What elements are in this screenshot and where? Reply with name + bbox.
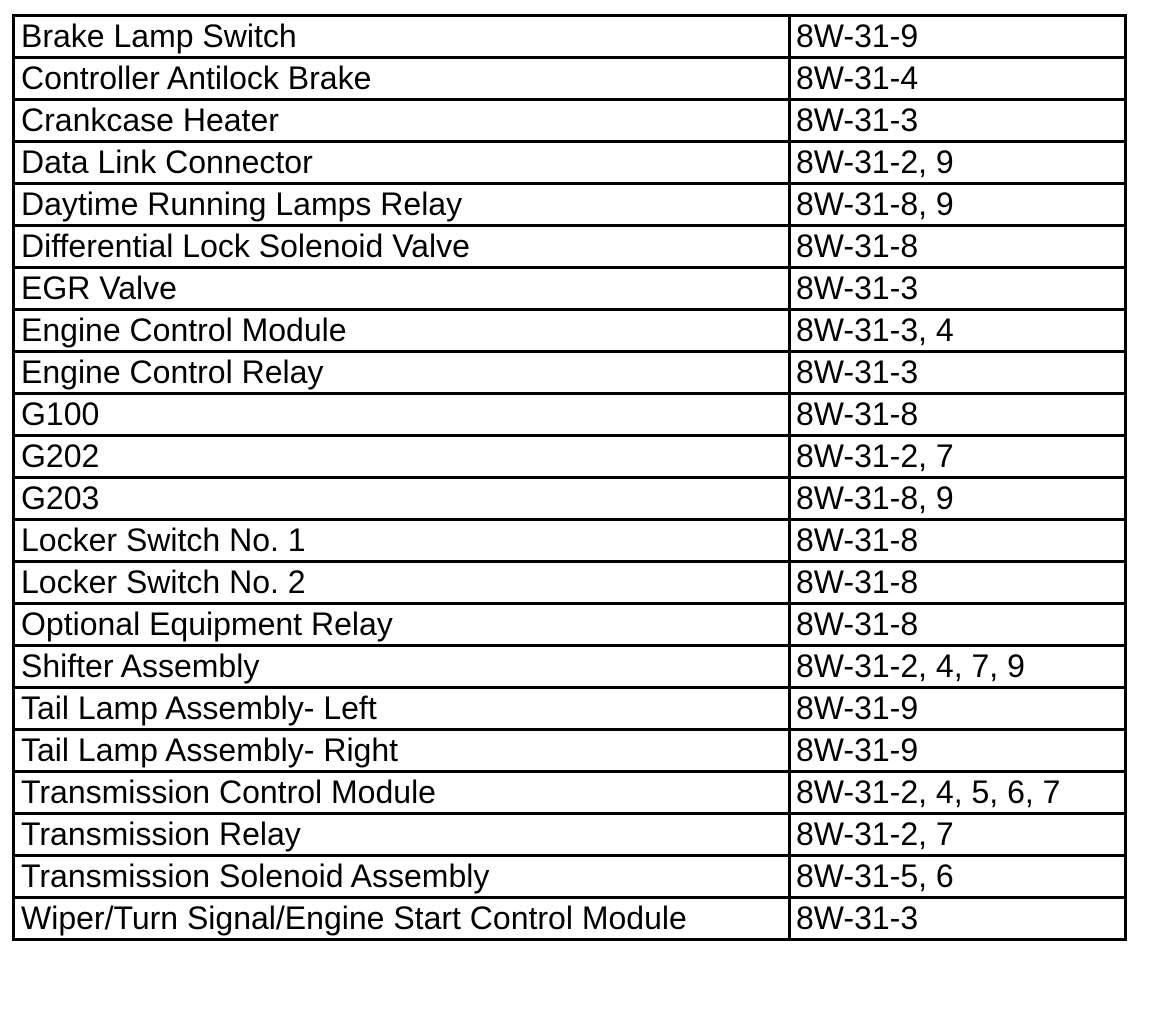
table-row [14, 436, 1126, 478]
reference-cell: 8W-31-2, 4, 7, 9 [790, 646, 1126, 688]
component-name-cell: Wiper/Turn Signal/Engine Start Control Module [14, 898, 790, 940]
reference-cell: 8W-31-2, 4, 5, 6, 7 [790, 772, 1126, 814]
reference-cell: 8W-31-5, 6 [790, 856, 1126, 898]
table-row [14, 268, 1126, 310]
reference-cell: 8W-31-8, 9 [790, 478, 1126, 520]
component-name-cell: Shifter Assembly [14, 646, 790, 688]
reference-cell: 8W-31-8 [790, 394, 1126, 436]
component-name-cell: Brake Lamp Switch [14, 16, 790, 58]
reference-cell: 8W-31-8 [790, 226, 1126, 268]
table-row [14, 226, 1126, 268]
reference-cell: 8W-31-8 [790, 604, 1126, 646]
reference-cell: 8W-31-9 [790, 16, 1126, 58]
component-name-cell: Tail Lamp Assembly- Right [14, 730, 790, 772]
component-name-cell: Transmission Relay [14, 814, 790, 856]
component-name-cell: Crankcase Heater [14, 100, 790, 142]
table-row [14, 100, 1126, 142]
table-row [14, 730, 1126, 772]
component-name-cell: Transmission Solenoid Assembly [14, 856, 790, 898]
component-name-cell: Optional Equipment Relay [14, 604, 790, 646]
table-row [14, 520, 1126, 562]
component-name-cell: Data Link Connector [14, 142, 790, 184]
table-row [14, 646, 1126, 688]
reference-cell: 8W-31-2, 7 [790, 436, 1126, 478]
component-name-cell: Tail Lamp Assembly- Left [14, 688, 790, 730]
reference-cell: 8W-31-8 [790, 520, 1126, 562]
table-row [14, 142, 1126, 184]
component-name-cell: G202 [14, 436, 790, 478]
reference-cell: 8W-31-8, 9 [790, 184, 1126, 226]
table-row [14, 688, 1126, 730]
reference-cell: 8W-31-3, 4 [790, 310, 1126, 352]
reference-cell: 8W-31-4 [790, 58, 1126, 100]
table-row [14, 184, 1126, 226]
component-name-cell: Locker Switch No. 1 [14, 520, 790, 562]
table-row [14, 856, 1126, 898]
table-row [14, 310, 1126, 352]
component-name-cell: Daytime Running Lamps Relay [14, 184, 790, 226]
component-name-cell: Controller Antilock Brake [14, 58, 790, 100]
reference-cell: 8W-31-2, 7 [790, 814, 1126, 856]
reference-cell: 8W-31-3 [790, 352, 1126, 394]
table-row [14, 478, 1126, 520]
component-name-cell: G100 [14, 394, 790, 436]
reference-cell: 8W-31-8 [790, 562, 1126, 604]
table-row [14, 772, 1126, 814]
component-name-cell: G203 [14, 478, 790, 520]
table-row [14, 16, 1126, 58]
component-name-cell: EGR Valve [14, 268, 790, 310]
table-row [14, 352, 1126, 394]
component-name-cell: Engine Control Relay [14, 352, 790, 394]
table-row [14, 58, 1126, 100]
reference-cell: 8W-31-9 [790, 730, 1126, 772]
component-name-cell: Locker Switch No. 2 [14, 562, 790, 604]
component-name-cell: Transmission Control Module [14, 772, 790, 814]
reference-cell: 8W-31-3 [790, 268, 1126, 310]
table-row [14, 604, 1126, 646]
table-row [14, 898, 1126, 940]
reference-cell: 8W-31-3 [790, 898, 1126, 940]
table-row [14, 562, 1126, 604]
component-index-table [12, 14, 1127, 941]
table-row [14, 394, 1126, 436]
reference-cell: 8W-31-3 [790, 100, 1126, 142]
component-name-cell: Differential Lock Solenoid Valve [14, 226, 790, 268]
reference-cell: 8W-31-2, 9 [790, 142, 1126, 184]
reference-cell: 8W-31-9 [790, 688, 1126, 730]
component-index-body [14, 16, 1126, 940]
table-row [14, 814, 1126, 856]
component-name-cell: Engine Control Module [14, 310, 790, 352]
